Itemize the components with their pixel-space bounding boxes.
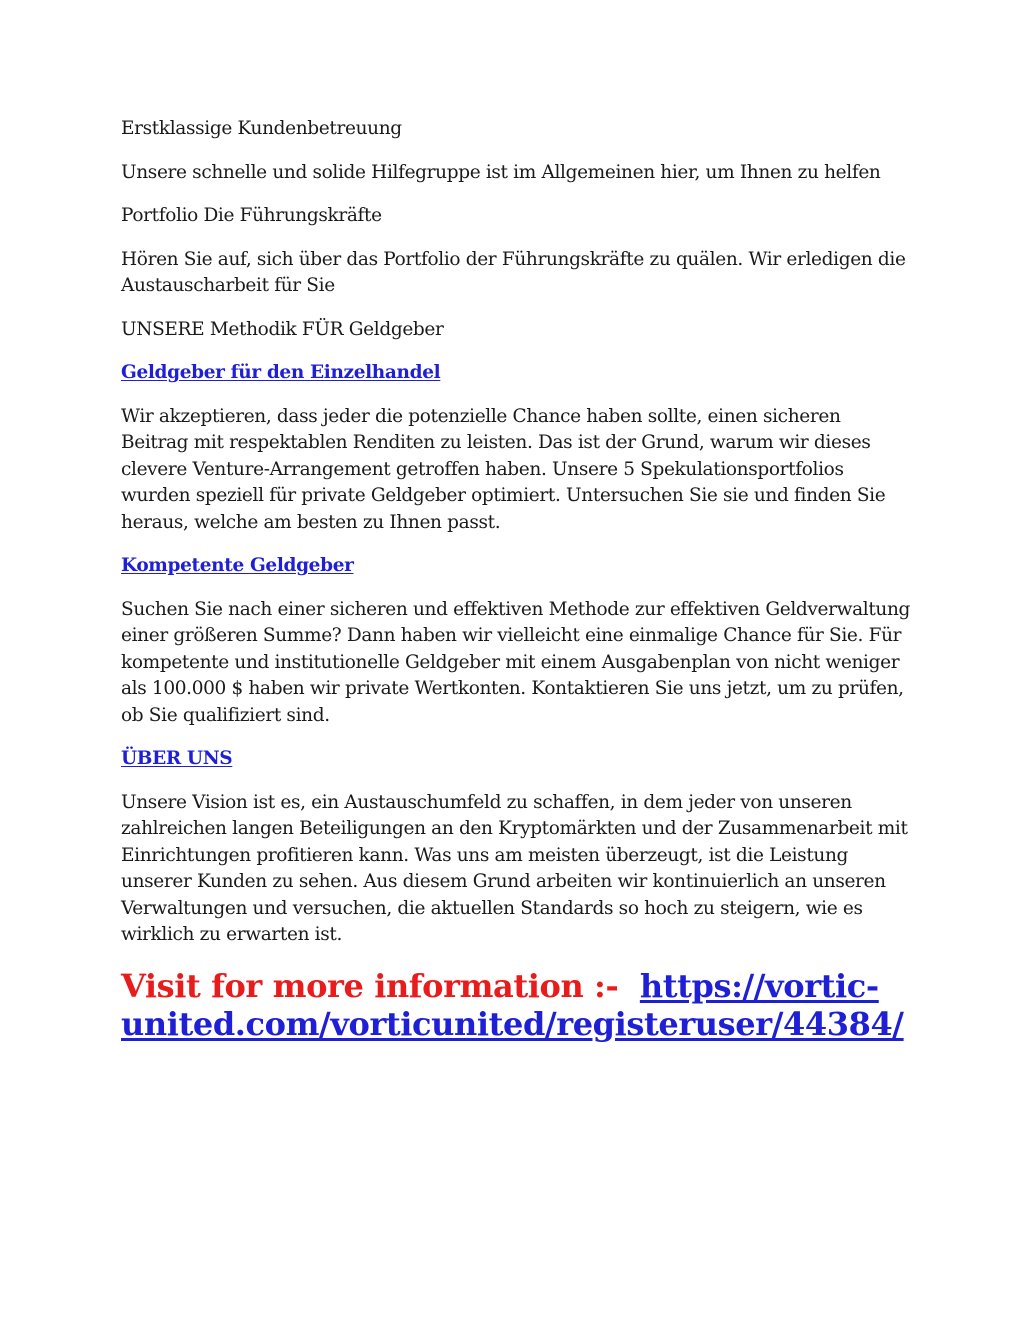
customer-service-heading: Erstklassige Kundenbetreuung (121, 118, 402, 139)
retail-investors-link[interactable]: Geldgeber für den Einzelhandel (121, 362, 441, 383)
competent-investors-link[interactable]: Kompetente Geldgeber (121, 555, 354, 576)
about-us-link[interactable]: ÜBER UNS (121, 748, 233, 769)
competent-investors-paragraph: Suchen Sie nach einer sicheren und effektiven Methode zur effektiven Geldverwaltung einer größeren Summe? Dann haben wir vielleicht eine einmalige Chance für Sie. Für kompetente und institutionelle Geldgeber mit einem Ausgabenplan von nicht weniger als 100.000 $ haben wir private Wertkonten. Kontaktieren Sie uns jetzt, um zu prüfen, ob Sie qualifiziert sind. (121, 598, 911, 726)
retail-investors-paragraph: Wir akzeptieren, dass jeder die potenzielle Chance haben sollte, einen sicheren Beitrag mit respektablen Renditen zu leisten. Das ist der Grund, warum wir dieses clevere Venture-Arrangement getroffen haben. Unsere 5 Spekulationsportfolios wurden speziell für private Geldgeber optimiert. Untersuchen Sie sie und finden Sie heraus, welche am besten zu Ihnen passt. (121, 405, 886, 533)
cta-label: Visit for more information :- (121, 966, 619, 1005)
about-us-paragraph: Unsere Vision ist es, ein Austauschumfeld zu schaffen, in dem jeder von unseren zahlreichen langen Beteiligungen an den Kryptomärkten und der Zusammenarbeit mit Einrichtungen profitieren kann. Was uns am meisten überzeugt, ist die Leistung unserer Kunden zu sehen. Aus diesem Grund arbeiten wir kontinuierlich an unseren Verwaltungen und versuchen, die aktuellen Standards so hoch zu steigern, wie es wirklich zu erwarten ist. (121, 791, 908, 945)
document-page (121, 116, 911, 1043)
about-us-heading (121, 746, 911, 773)
registration-link[interactable]: https://vortic-united.com/vorticunited/registeruser/44384/ (121, 966, 904, 1043)
competent-investors-heading (121, 553, 911, 580)
support-paragraph: Unsere schnelle und solide Hilfegruppe ist im Allgemeinen hier, um Ihnen zu helfen (121, 161, 881, 183)
portfolio-paragraph: Hören Sie auf, sich über das Portfolio der Führungskräfte zu quälen. Wir erledigen die Austauscharbeit für Sie (121, 248, 906, 296)
retail-investors-heading (121, 360, 911, 387)
methodology-heading: UNSERE Methodik FÜR Geldgeber (121, 318, 444, 340)
portfolio-heading: Portfolio Die Führungskräfte (121, 205, 382, 226)
call-to-action (121, 967, 911, 1043)
